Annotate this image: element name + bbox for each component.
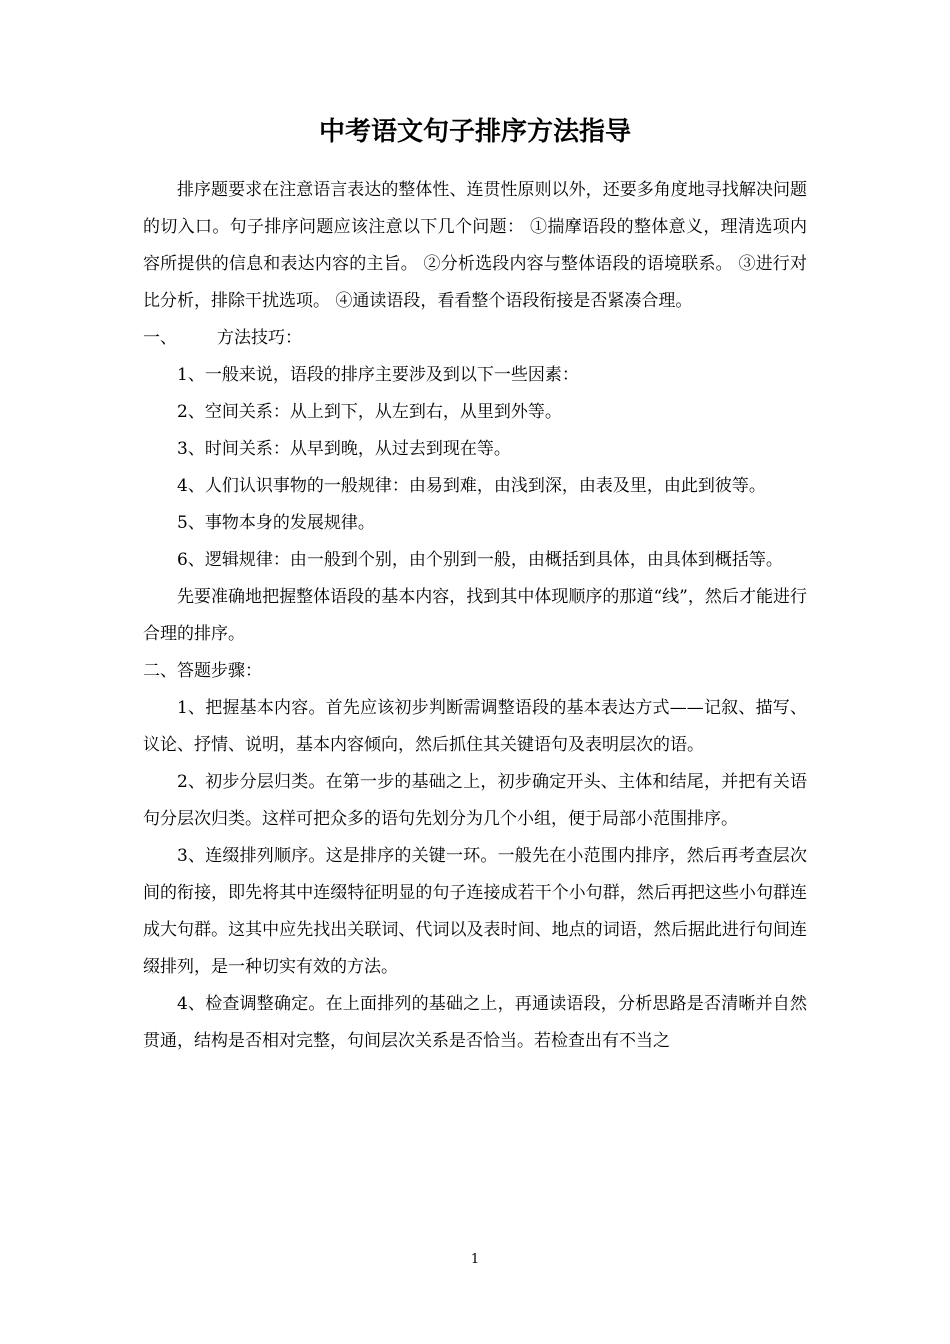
section1-item-1: 1、一般来说，语段的排序主要涉及到以下一些因素： (177, 365, 579, 385)
section2-heading: 二、答题步骤： (143, 661, 262, 681)
section1-title: 方法技巧： (217, 328, 302, 348)
section1-number: 一、 (143, 328, 177, 348)
section1-summary: 先要准确地把握整体语段的基本内容，找到其中体现顺序的那道“线”，然后才能进行合理的排序。 (143, 587, 807, 644)
section1-item-2: 2、空间关系：从上到下，从左到右，从里到外等。 (177, 402, 562, 422)
section2-step-2: 2、初步分层归类。在第一步的基础之上，初步确定开头、主体和结尾，并把有关语句分层次归类。这样可把众多的语句先划分为几个小组，便于局部小范围排序。 (143, 772, 807, 829)
section2-step-3: 3、连缀排列顺序。这是排序的关键一环。一般先在小范围内排序，然后再考查层次间的衔接，即先将其中连缀特征明显的句子连接成若干个小句群，然后再把这些小句群连成大句群。这其中应先找出关联词、代词以及表时间、地点的词语，然后据此进行句间连缀排列，是一种切实有效的方法。 (143, 846, 807, 977)
section1-heading (143, 320, 807, 357)
section1-item-4: 4、人们认识事物的一般规律：由易到难，由浅到深，由表及里，由此到彼等。 (177, 476, 766, 496)
page-number: 1 (470, 1252, 480, 1267)
document-title: 中考语文句子排序方法指导 (318, 117, 631, 147)
section2-step-4: 4、检查调整确定。在上面排列的基础之上，再通读语段，分析思路是否清晰并自然贯通，结构是否相对完整，句间层次关系是否恰当。若检查出有不当之 (143, 994, 807, 1051)
section2-step-1: 1、把握基本内容。首先应该初步判断需调整语段的基本表达方式——记叙、描写、议论、抒情、说明，基本内容倾向，然后抓住其关键语句及表明层次的语。 (143, 698, 807, 755)
section1-item-5: 5、事物本身的发展规律。 (177, 513, 375, 533)
section1-item-3: 3、时间关系：从早到晚，从过去到现在等。 (177, 439, 511, 459)
section1-item-6: 6、逻辑规律：由一般到个别，由个别到一般，由概括到具体，由具体到概括等。 (177, 550, 783, 570)
intro-paragraph: 排序题要求在注意语言表达的整体性、连贯性原则以外，还要多角度地寻找解决问题的切入口。句子排序问题应该注意以下几个问题： ①揣摩语段的整体意义，理清选项内容所提供的信息和表达内容的主旨。 ②分析选段内容与整体语段的语境联系。 ③进行对比分析，排除干扰选项。 ④通读语段，看看整个语段衔接是否紧凑合理。 (143, 180, 807, 311)
